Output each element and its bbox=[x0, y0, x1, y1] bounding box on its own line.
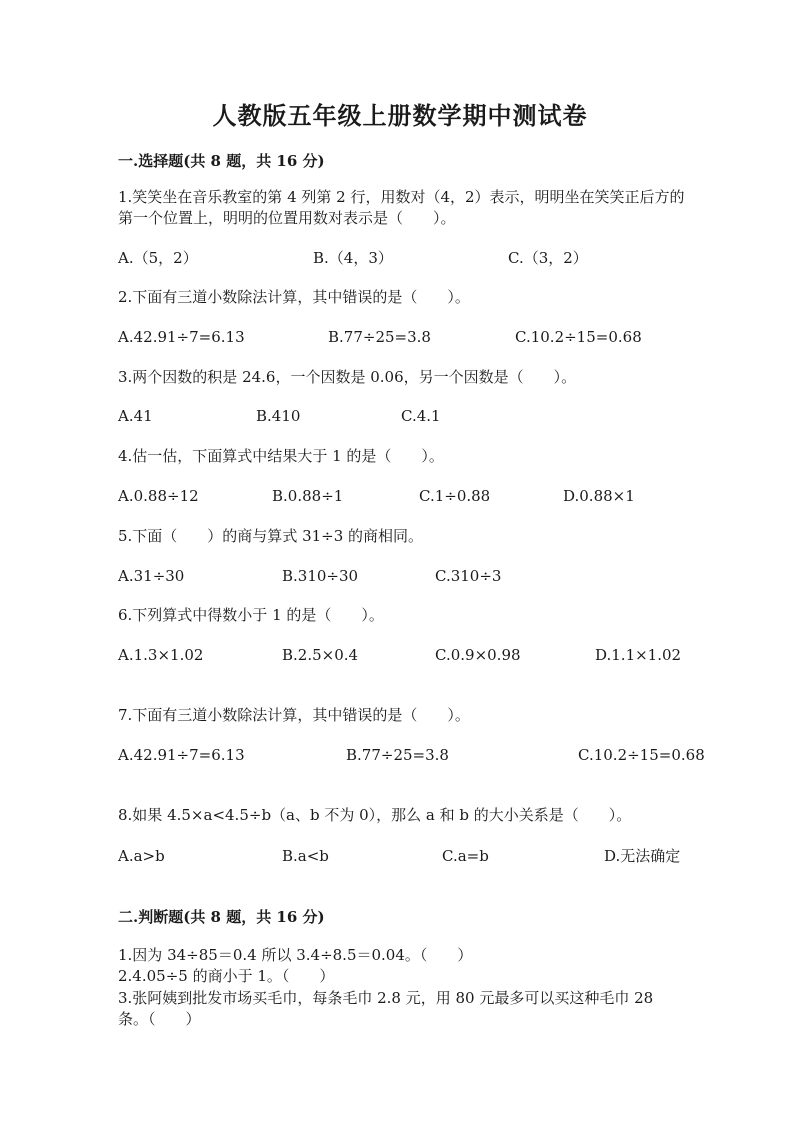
q8-option-c: C.a=b bbox=[442, 847, 489, 865]
question-3: 3.两个因数的积是 24.6，一个因数是 0.06，另一个因数是（ ）。 bbox=[118, 368, 577, 386]
question-4: 4.估一估，下面算式中结果大于 1 的是（ ）。 bbox=[118, 447, 444, 465]
judge-item-1: 1.因为 34÷85＝0.4 所以 3.4÷8.5＝0.04。（ ） bbox=[118, 946, 473, 964]
q8-option-b: B.a<b bbox=[282, 847, 329, 865]
q5-option-c: C.310÷3 bbox=[435, 567, 502, 585]
page-title: 人教版五年级上册数学期中测试卷 bbox=[212, 101, 588, 130]
q6-option-c: C.0.9×0.98 bbox=[435, 646, 521, 664]
q2-option-b: B.77÷25=3.8 bbox=[328, 328, 431, 346]
question-6: 6.下列算式中得数小于 1 的是（ ）。 bbox=[118, 606, 384, 624]
q4-option-c: C.1÷0.88 bbox=[419, 487, 491, 505]
q3-option-a: A.41 bbox=[118, 407, 153, 425]
q5-option-b: B.310÷30 bbox=[282, 567, 359, 585]
q1-option-a: A.（5，2） bbox=[118, 249, 198, 267]
q4-option-d: D.0.88×1 bbox=[563, 487, 635, 505]
judge-item-2: 2.4.05÷5 的商小于 1。（ ） bbox=[118, 967, 335, 985]
q1-option-c: C.（3，2） bbox=[508, 249, 588, 267]
question-8: 8.如果 4.5×a<4.5÷b（a、b 不为 0），那么 a 和 b 的大小关系是（ ）。 bbox=[118, 806, 632, 824]
question-7: 7.下面有三道小数除法计算，其中错误的是（ ）。 bbox=[118, 706, 470, 724]
section-heading-judge: 二.判断题(共 8 题，共 16 分) bbox=[118, 908, 325, 926]
q8-option-d: D.无法确定 bbox=[604, 847, 681, 865]
q7-option-a: A.42.91÷7=6.13 bbox=[118, 746, 245, 764]
q6-option-d: D.1.1×1.02 bbox=[595, 646, 682, 664]
q4-option-b: B.0.88÷1 bbox=[272, 487, 344, 505]
question-5: 5.下面（ ）的商与算式 31÷3 的商相同。 bbox=[118, 527, 424, 545]
q4-option-a: A.0.88÷12 bbox=[118, 487, 199, 505]
q3-option-c: C.4.1 bbox=[401, 407, 441, 425]
q1-option-b: B.（4，3） bbox=[313, 249, 393, 267]
judge-item-3: 3.张阿姨到批发市场买毛巾，每条毛巾 2.8 元，用 80 元最多可以买这种毛巾 28 条。（ ） bbox=[118, 989, 654, 1028]
q2-option-c: C.10.2÷15=0.68 bbox=[515, 328, 642, 346]
q7-option-c: C.10.2÷15=0.68 bbox=[578, 746, 705, 764]
q5-option-a: A.31÷30 bbox=[118, 567, 185, 585]
q6-option-a: A.1.3×1.02 bbox=[118, 646, 204, 664]
section-heading-choice: 一.选择题(共 8 题，共 16 分) bbox=[118, 152, 325, 170]
q8-option-a: A.a>b bbox=[118, 847, 165, 865]
q2-option-a: A.42.91÷7=6.13 bbox=[118, 328, 245, 346]
q3-option-b: B.410 bbox=[256, 407, 301, 425]
question-2: 2.下面有三道小数除法计算，其中错误的是（ ）。 bbox=[118, 288, 470, 306]
question-1: 1.笑笑坐在音乐教室的第 4 列第 2 行，用数对（4，2）表示，明明坐在笑笑正后方的第一个位置上，明明的位置用数对表示是（ ）。 bbox=[118, 188, 685, 227]
q7-option-b: B.77÷25=3.8 bbox=[346, 746, 449, 764]
q6-option-b: B.2.5×0.4 bbox=[282, 646, 359, 664]
